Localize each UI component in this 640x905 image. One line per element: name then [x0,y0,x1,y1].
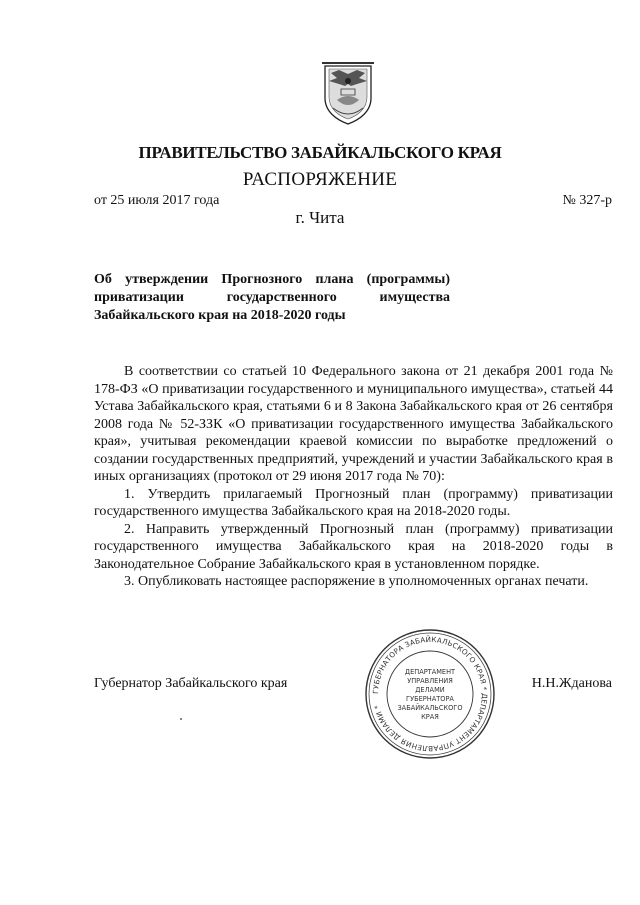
government-title: ПРАВИТЕЛЬСТВО ЗАБАЙКАЛЬСКОГО КРАЯ [138,143,502,162]
document-subject [94,271,450,325]
official-seal-icon [363,627,497,761]
signer-title: Губернатор Забайкальского края [94,676,288,691]
seal-line: КРАЯ [421,713,439,721]
document-type: РАСПОРЯЖЕНИЕ [242,169,398,190]
document-body [94,363,613,591]
body-paragraph-item-3: 3. Опубликовать настоящее распоряжение в уполномоченных органах печати. [124,574,589,589]
subject-line: приватизации государственного имущества [94,290,450,305]
seal-ring-text: ГУБЕРНАТОРА ЗАБАЙКАЛЬСКОГО КРАЯ * ДЕПАРТАМЕНТ УПРАВЛЕНИЯ ДЕЛАМИ * [370,634,490,754]
seal-line: ЗАБАЙКАЛЬСКОГО [397,704,463,712]
body-paragraph-item-1: 1. Утвердить прилагаемый Прогнозный план (программу) приватизации государственного имущества Забайкальского края на 2018-2020 годы. [94,486,613,519]
body-paragraph-item-2: 2. Направить утвержденный Прогнозный план (программу) приватизации государственного имущества Забайкальского края на 2018-2020 годы в Законодательное Собрание Забайкальского края в установленном порядке. [94,521,613,572]
seal-line: ДЕЛАМИ [415,686,445,694]
subject-line: Забайкальского края на 2018-2020 годы [94,308,346,323]
body-paragraph-preamble: В соответствии со статьей 10 Федерального закона от 21 декабря 2001 года № 178-ФЗ «О приватизации государственного и муниципального имущества», статьей 44 Устава Забайкальского края, статьями 6 и 8 Закона Забайкальского края от 26 сентября 2008 года № 52-ЗЗК «О приватизации государственного имущества Забайкальского края», учитывая рекомендации краевой комиссии по выработке предложений о создании государственных предприятий, учреждений и участии Забайкальского края в иных организациях (протокол от 29 июня 2017 года № 70): [94,364,613,484]
seal-line: УПРАВЛЕНИЯ [407,677,453,685]
document-city: г. Чита [295,208,345,227]
seal-line: ДЕПАРТАМЕНТ [404,668,456,676]
document-number: № 327-р [562,193,612,208]
scan-artifact [180,718,182,720]
subject-line: Об утверждении Прогнозного плана (программы) [94,272,450,287]
signer-name: Н.Н.Жданова [531,676,612,691]
coat-of-arms-icon [317,56,379,126]
seal-line: ГУБЕРНАТОРА [406,695,454,703]
document-date: от 25 июля 2017 года [94,193,220,208]
